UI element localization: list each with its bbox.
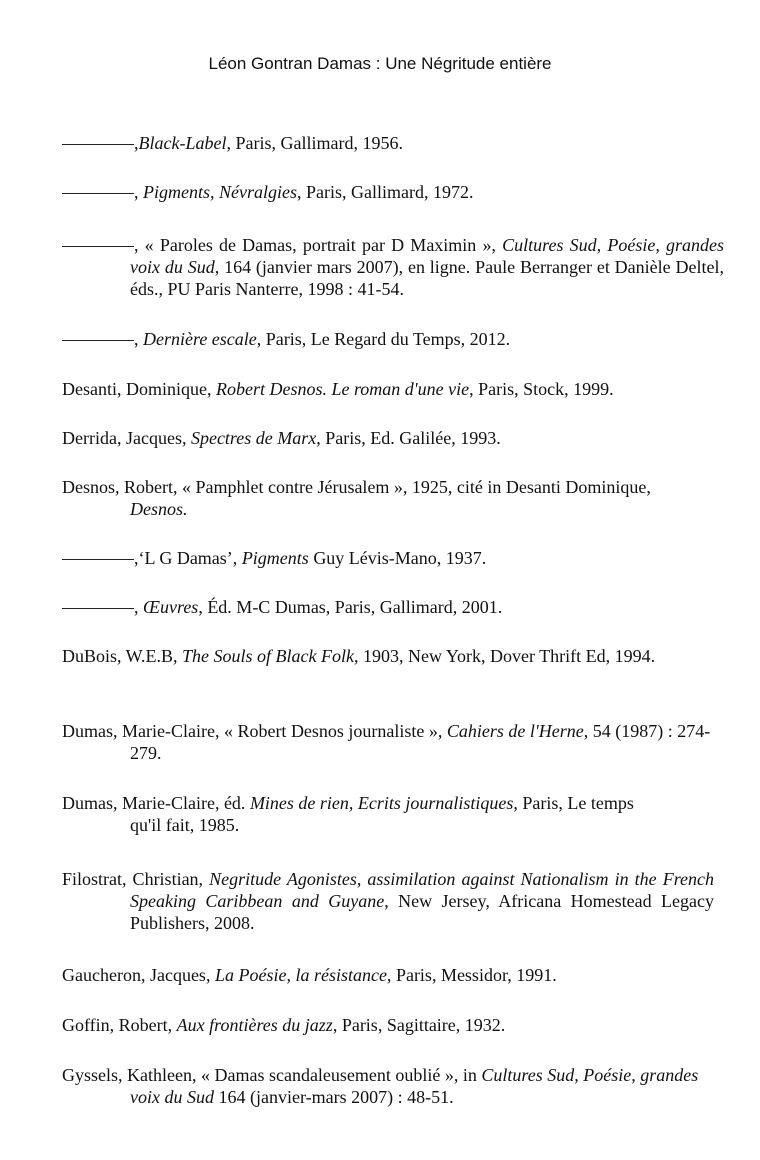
- bibliography-entry: , « Paroles de Damas, portrait par D Maximin », Cultures Sud, Poésie, grandes voix du Sud, 164 (janvier mars 2007), en ligne. Paule Berranger et Danièle Deltel, éds., PU Paris Nanterre, 1998 : 41-54.: [62, 234, 724, 300]
- running-header: Léon Gontran Damas : Une Négritude entière: [208, 54, 552, 73]
- bibliography-entry: Derrida, Jacques, Spectres de Marx, Paris, Ed. Galilée, 1993.: [62, 428, 501, 448]
- repeat-author-dash: [62, 192, 134, 194]
- repeat-author-dash: [62, 558, 134, 560]
- bibliography-entry: ,‘L G Damas’, Pigments Guy Lévis-Mano, 1937.: [62, 547, 742, 569]
- bibliography-entry: ,Black-Label, Paris, Gallimard, 1956.: [62, 132, 742, 154]
- bibliography-entry: Gaucheron, Jacques, La Poésie, la résistance, Paris, Messidor, 1991.: [62, 965, 557, 985]
- bibliography-entry: Dumas, Marie-Claire, éd. Mines de rien, Ecrits journalistiques, Paris, Le temps qu'il fait, 1985.: [62, 793, 634, 835]
- bibliography-entry: Gyssels, Kathleen, « Damas scandaleusement oublié », in Cultures Sud, Poésie, grandes voix du Sud 164 (janvier-mars 2007) : 48-51.: [62, 1065, 699, 1107]
- bibliography-entry: Desnos, Robert, « Pamphlet contre Jérusalem », 1925, cité in Desanti Dominique, Desnos.: [62, 477, 651, 519]
- bibliography-entry: Dumas, Marie-Claire, « Robert Desnos journaliste », Cahiers de l'Herne, 54 (1987) : 274-279.: [62, 721, 711, 763]
- repeat-author-dash: [62, 339, 134, 341]
- repeat-author-dash: [62, 245, 134, 247]
- repeat-author-dash: [62, 143, 134, 145]
- repeat-author-dash: [62, 607, 134, 609]
- bibliography-entry: Desanti, Dominique, Robert Desnos. Le roman d'une vie, Paris, Stock, 1999.: [62, 379, 614, 399]
- bibliography-entry: , Œuvres, Éd. M-C Dumas, Paris, Gallimard, 2001.: [62, 596, 742, 618]
- bibliography-entry: , Pigments, Névralgies, Paris, Gallimard, 1972.: [62, 181, 742, 203]
- bibliography-entry: DuBois, W.E.B, The Souls of Black Folk, 1903, New York, Dover Thrift Ed, 1994.: [62, 646, 656, 666]
- bibliography-entry: , Dernière escale, Paris, Le Regard du Temps, 2012.: [62, 328, 742, 350]
- bibliography-entry: Filostrat, Christian, Negritude Agonistes, assimilation against Nationalism in the French Speaking Caribbean and Guyane, New Jersey, Africana Homestead Legacy Publishers, 2008.: [62, 869, 715, 933]
- bibliography-entry: Goffin, Robert, Aux frontières du jazz, Paris, Sagittaire, 1932.: [62, 1015, 506, 1035]
